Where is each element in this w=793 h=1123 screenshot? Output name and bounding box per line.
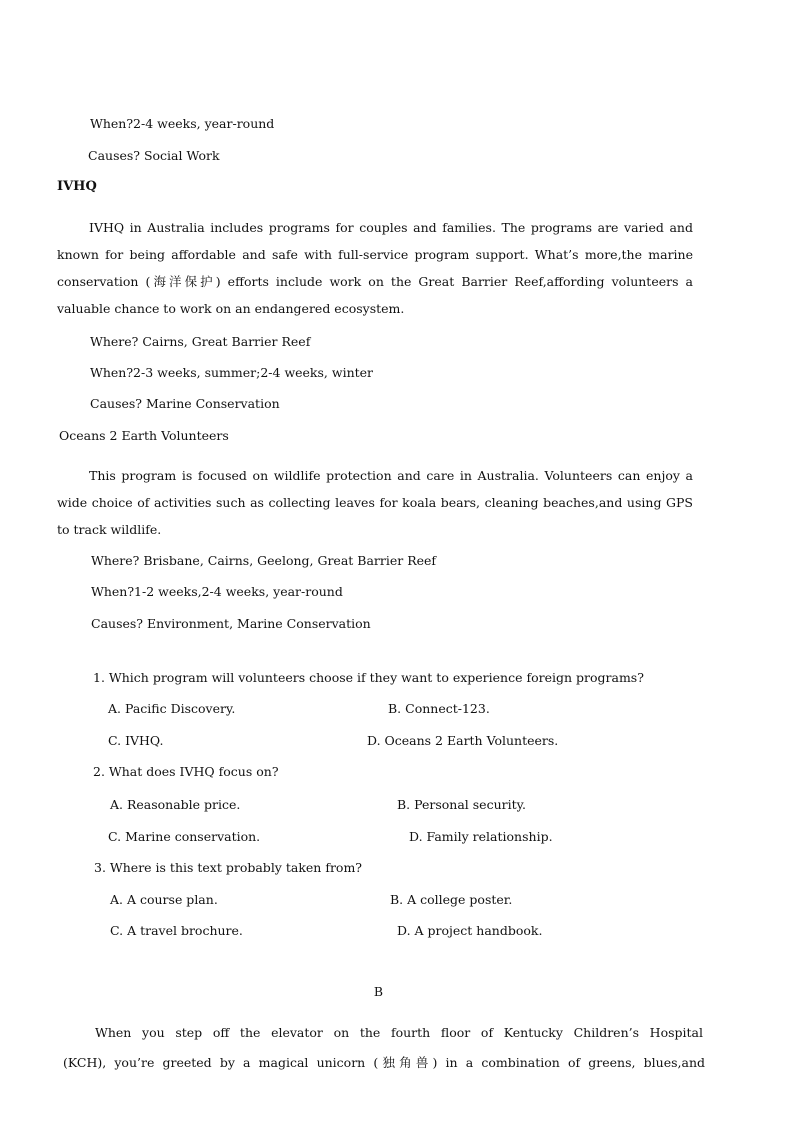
question-1-option-b: B. Connect-123. [388,701,490,716]
question-3-option-d: D. A project handbook. [397,923,543,938]
ivhq-paragraph-text: IVHQ in Australia includes programs for couples and families. The programs are varied and known for being affordable and safe with full-service program support. What’s more,the marine conservation (海洋保护) efforts include work on the Great Barrier Reef,affording volunteers a valuable chance to work on an endangered ecosystem. [57,220,693,316]
when-line: When?2-4 weeks, year-round [90,116,275,131]
part-b-line-2: (KCH), you’re greeted by a magical unicorn (独角兽) in a combination of greens, blues,and [63,1055,705,1070]
question-1-option-a: A. Pacific Discovery. [108,701,236,716]
question-3-option-b: B. A college poster. [390,892,513,907]
question-1-option-d: D. Oceans 2 Earth Volunteers. [367,733,559,748]
question-1-option-c: C. IVHQ. [108,733,164,748]
oceans-where: Where? Brisbane, Cairns, Geelong, Great Barrier Reef [91,553,437,568]
ivhq-causes: Causes? Marine Conservation [90,396,280,411]
question-2-option-c: C. Marine conservation. [108,829,261,844]
question-2-option-d: D. Family relationship. [409,829,553,844]
oceans-paragraph-text: This program is focused on wildlife protection and care in Australia. Volunteers can enjoy a wide choice of activities such as collecting leaves for koala bears, cleaning beaches,and using GPS to track wildlife. [57,468,693,537]
ivhq-where: Where? Cairns, Great Barrier Reef [90,334,311,349]
ivhq-when: When?2-3 weeks, summer;2-4 weeks, winter [90,365,374,380]
part-b-label: B [373,984,384,999]
question-3-option-a: A. A course plan. [110,892,218,907]
question-1-stem: 1. Which program will volunteers choose if they want to experience foreign programs? [93,670,644,685]
question-2-option-b: B. Personal security. [397,797,527,812]
ivhq-paragraph [57,214,693,322]
oceans-paragraph [57,462,693,543]
question-2-stem: 2. What does IVHQ focus on? [93,764,279,779]
part-b-line-1: When you step off the elevator on the fourth floor of Kentucky Children’s Hospital [95,1025,703,1040]
oceans-heading: Oceans 2 Earth Volunteers [59,428,229,443]
oceans-when: When?1-2 weeks,2-4 weeks, year-round [91,584,343,599]
causes-line: Causes? Social Work [88,148,220,163]
question-3-option-c: C. A travel brochure. [110,923,243,938]
ivhq-heading: IVHQ [57,179,97,194]
oceans-causes: Causes? Environment, Marine Conservation [91,616,371,631]
question-2-option-a: A. Reasonable price. [110,797,241,812]
question-3-stem: 3. Where is this text probably taken from? [94,860,362,875]
